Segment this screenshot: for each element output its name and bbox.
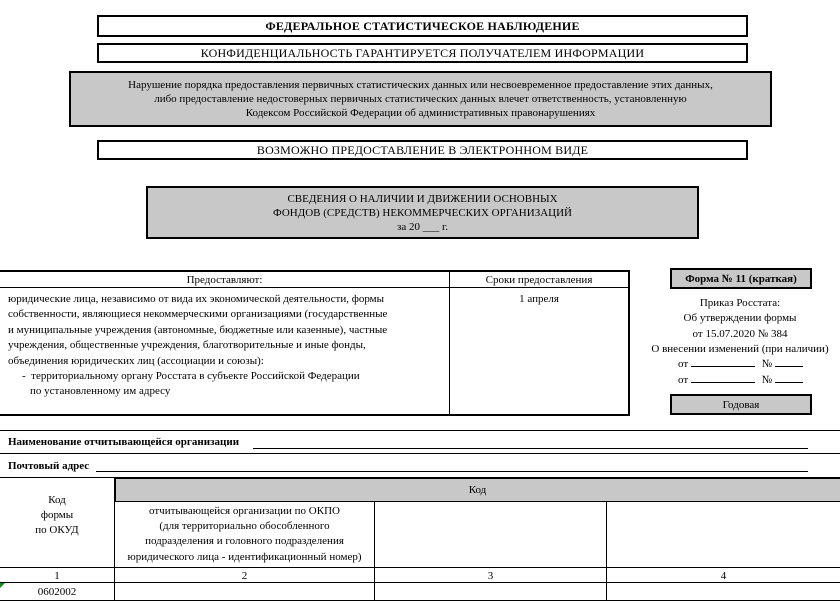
order-line: от 15.07.2020 № 384 [692, 327, 788, 340]
liability-warning-line: Кодексом Российской Федерации об административных правонарушениях [245, 107, 596, 119]
order-line: О внесении изменений (при наличии) [651, 343, 829, 356]
code-col3-value-cell[interactable] [375, 583, 606, 600]
deadline-value: 1 апреля [519, 293, 559, 305]
form-number-badge [670, 268, 812, 289]
col-number-3: 3 [487, 570, 494, 582]
from-label: от [678, 374, 689, 386]
cell-comment-marker-icon [0, 583, 5, 588]
bullet-text-continued: по установленному им адресу [30, 385, 171, 398]
amendment-number-field[interactable] [775, 356, 803, 367]
form-title-line: ФОНДОВ (СРЕДСТВ) НЕКОММЕРЧЕСКИХ ОРГАНИЗАЦИЙ [273, 206, 572, 219]
submitters-bullet [8, 369, 448, 384]
electronic-submission-text: ВОЗМОЖНО ПРЕДОСТАВЛЕНИЕ В ЭЛЕКТРОННОМ ВИДЕ [256, 142, 589, 157]
col-number-1: 1 [54, 570, 60, 582]
bullet-dash: - [22, 370, 26, 383]
amendment-row-1 [678, 356, 838, 371]
from-label: от [678, 358, 689, 370]
federal-observation-title-text: ФЕДЕРАЛЬНОЕ СТАТИСТИЧЕСКОЕ НАБЛЮДЕНИЕ [265, 18, 580, 33]
submitters-body-line: юридические лица, независимо от вида их экономической деятельности, формы [8, 293, 385, 305]
confidentiality-banner [97, 43, 748, 63]
code-header-text: Код [468, 484, 487, 496]
confidentiality-text: КОНФИДЕНЦИАЛЬНОСТЬ ГАРАНТИРУЕТСЯ ПОЛУЧАТЕЛЕМ ИНФОРМАЦИИ [200, 45, 645, 60]
form-number-text: Форма № 11 (краткая) [685, 272, 797, 285]
amendment-row-2 [678, 372, 838, 387]
year-prefix: за 20 [396, 220, 420, 233]
amendment-date-field[interactable] [691, 356, 755, 367]
okpo-value-cell[interactable] [115, 583, 374, 600]
electronic-submission-banner [97, 140, 748, 160]
form-year-line [397, 220, 448, 234]
okud-col-header: Код формы по ОКУД [35, 494, 79, 536]
col-number-2: 2 [241, 570, 248, 582]
code-col4-value-cell[interactable] [607, 583, 840, 600]
submitters-body-line: собственности, являющиеся некоммерческими организациями (государственные [8, 308, 388, 321]
org-name-field[interactable] [253, 448, 808, 449]
form-title-box [146, 186, 699, 239]
liability-warning-line: Нарушение порядка предоставления первичных статистических данных или несвоевременное предоставление этих данных, [128, 79, 713, 91]
okud-value: 0602002 [37, 586, 77, 598]
order-line: Об утверждении формы [683, 312, 797, 325]
number-label: № [761, 374, 773, 386]
org-name-label: Наименование отчитывающейся организации [8, 436, 240, 448]
org-block-divider [0, 453, 840, 454]
submitters-body-line: объединения юридических лиц (ассоциации и союзы): [8, 354, 264, 367]
amendment-number-field[interactable] [775, 372, 803, 383]
periodicity-text: Годовая [722, 398, 760, 411]
amendment-date-field[interactable] [691, 372, 755, 383]
postal-address-field[interactable] [96, 471, 808, 472]
col-number-row-top [0, 567, 840, 568]
col-number-4: 4 [720, 570, 727, 582]
submitters-body [8, 292, 448, 400]
okpo-col-header: отчитывающейся организации по ОКПО (для территориально обособленного подразделения и головного подразделения юридического лица - идентификационный номер) [127, 505, 362, 563]
liability-warning [69, 71, 772, 127]
submitters-body-line: и муниципальные учреждения (автономные, бюджетные или казенные), частные [8, 323, 388, 336]
liability-warning-line: либо предоставление недостоверных первичных статистических данных влечет ответственность, установленную [154, 93, 687, 105]
form-title-line: СВЕДЕНИЯ О НАЛИЧИИ И ДВИЖЕНИИ ОСНОВНЫХ [287, 192, 558, 205]
order-info [640, 296, 840, 358]
submitters-col1-header: Предоставляют: [186, 274, 263, 286]
year-blank: ___ [422, 220, 440, 233]
periodicity-badge [670, 394, 812, 415]
year-suffix: г. [441, 220, 448, 233]
postal-address-label: Почтовый адрес [8, 460, 90, 472]
federal-observation-title [97, 15, 748, 37]
submitters-header-divider [0, 287, 630, 288]
order-line: Приказ Росстата: [699, 297, 781, 309]
number-label: № [761, 358, 773, 370]
submitters-col2-header: Сроки предоставления [485, 274, 593, 286]
bullet-text: территориальному органу Росстата в субъекте Российской Федерации [31, 370, 360, 383]
submitters-body-line: учреждения, общественные учреждения, благотворительные и иные фонды, [8, 339, 366, 352]
org-block-top-border [0, 430, 840, 431]
